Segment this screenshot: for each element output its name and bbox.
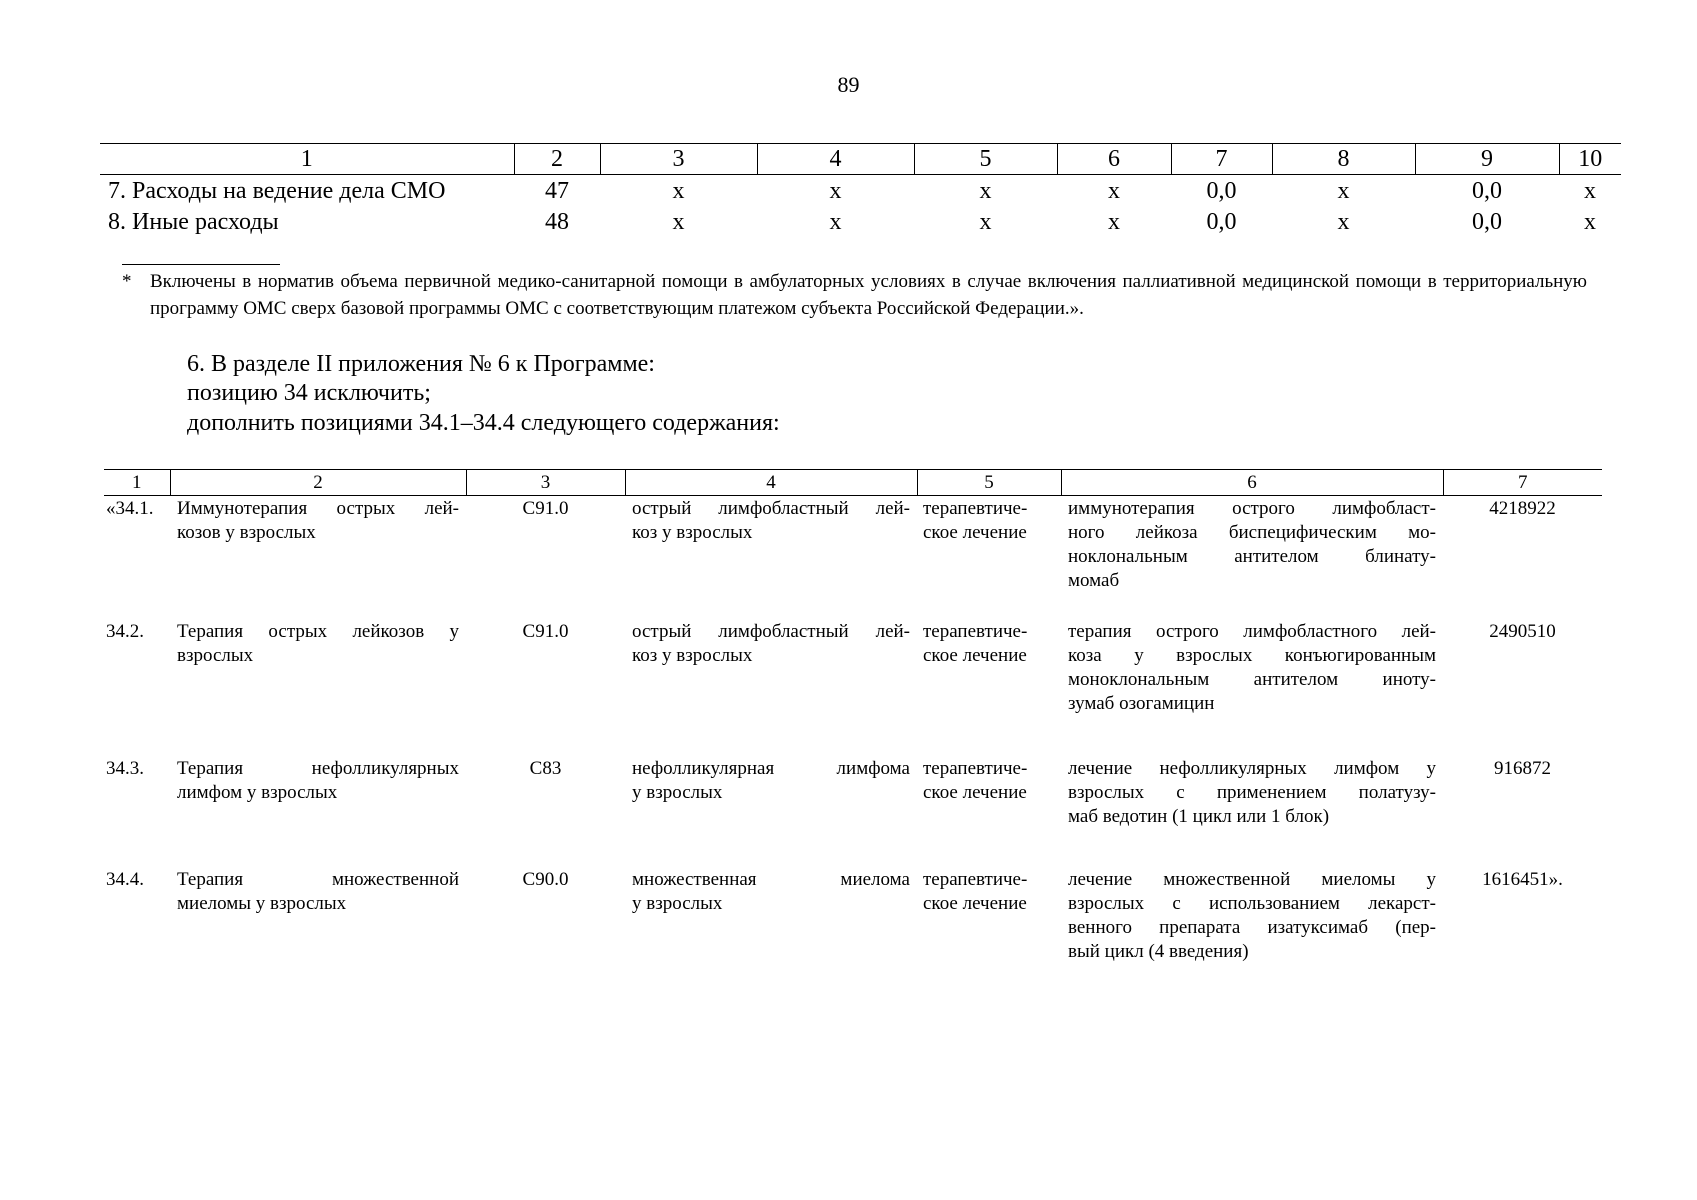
icd-code: C91.0 — [522, 621, 569, 642]
care-name: Терапия нефолликулярных лимфом у взрослых — [177, 758, 459, 803]
cell: х — [672, 177, 685, 204]
care-name: Терапия острых лейкозов у взрослых — [177, 621, 459, 666]
paragraph: дополнить позициями 34.1–34.4 следующего содержания: — [187, 410, 780, 436]
position-number: «34.1. — [106, 498, 154, 519]
cell: 0,0 — [1472, 208, 1502, 235]
treatment-type: терапевтиче- ское лечение — [923, 758, 1028, 803]
icd-code: C83 — [529, 758, 562, 779]
patient-model: нефолликулярная лимфома у взрослых — [632, 758, 910, 803]
table-row — [104, 496, 1602, 620]
cell: х — [672, 208, 685, 235]
column-header: 10 — [1559, 144, 1621, 175]
row-code: 47 — [545, 177, 569, 204]
column-header: 1 — [100, 144, 514, 175]
cell: х — [1337, 208, 1350, 235]
treatment-type: терапевтиче- ское лечение — [923, 498, 1028, 543]
table-row — [104, 756, 1602, 867]
financial-norm: 916872 — [1494, 758, 1551, 779]
medical-care-table — [104, 469, 1602, 978]
cell: х — [979, 208, 992, 235]
table-row — [104, 867, 1602, 978]
column-header: 6 — [1061, 470, 1443, 496]
cell: х — [829, 208, 842, 235]
icd-code: C90.0 — [522, 869, 569, 890]
column-header: 7 — [1171, 144, 1272, 175]
column-header: 3 — [600, 144, 757, 175]
paragraph: 6. В разделе II приложения № 6 к Программе: — [187, 351, 655, 377]
footnote-text: Включены в норматив объема первичной медико-санитарной помощи в амбулаторных условиях в случае включения паллиативной медицинской помощи в территориальную программу ОМС сверх базовой программы ОМС с соответствующим платежом субъекта Российской Федерации.». — [150, 271, 1587, 319]
icd-code: C91.0 — [522, 498, 569, 519]
cell: х — [1584, 208, 1596, 235]
page-number: 89 — [837, 72, 860, 97]
footnote-mark: * — [122, 271, 132, 292]
expenses-table — [100, 143, 1621, 237]
financial-norm: 2490510 — [1489, 621, 1556, 642]
row-label: 7. Расходы на ведение дела СМО — [108, 177, 446, 204]
patient-model: множественная миелома у взрослых — [632, 869, 910, 914]
patient-model: острый лимфобластный лей- коз у взрослых — [632, 621, 910, 666]
column-header: 4 — [625, 470, 917, 496]
cell: 0,0 — [1206, 208, 1237, 235]
column-header: 8 — [1272, 144, 1415, 175]
cell: х — [1108, 208, 1120, 235]
column-header: 3 — [466, 470, 625, 496]
row-label: 8. Иные расходы — [108, 208, 279, 235]
column-header: 9 — [1415, 144, 1559, 175]
treatment-type: терапевтиче- ское лечение — [923, 869, 1028, 914]
cell: х — [1584, 177, 1596, 204]
position-number: 34.4. — [106, 869, 144, 890]
cell: х — [1108, 177, 1120, 204]
treatment-method: лечение множественной миеломы у взрослых с использованием лекарст- венного препарата изатуксимаб (пер- вый цикл (4 введения) — [1068, 869, 1436, 962]
footnote — [122, 268, 1587, 322]
table-row — [100, 175, 1621, 207]
table-header-row — [100, 144, 1621, 175]
cell: х — [1337, 177, 1350, 204]
column-header: 1 — [104, 470, 170, 496]
cell: 0,0 — [1206, 177, 1237, 204]
financial-norm: 4218922 — [1489, 498, 1556, 519]
care-name: Терапия множественной миеломы у взрослых — [177, 869, 459, 914]
treatment-type: терапевтиче- ское лечение — [923, 621, 1028, 666]
position-number: 34.2. — [106, 621, 144, 642]
row-code: 48 — [545, 208, 569, 235]
treatment-method: терапия острого лимфобластного лей- коза у взрослых конъюгированным моноклональным антителом иноту- зумаб озогамицин — [1068, 621, 1436, 714]
table-header-row — [104, 470, 1602, 496]
table-row — [100, 206, 1621, 237]
paragraph: позицию 34 исключить; — [187, 380, 431, 406]
cell: х — [829, 177, 842, 204]
column-header: 2 — [170, 470, 466, 496]
treatment-method: лечение нефолликулярных лимфом у взрослых с применением полатузу- маб ведотин (1 цикл или 1 блок) — [1068, 758, 1436, 827]
column-header: 7 — [1443, 470, 1602, 496]
financial-norm: 1616451». — [1482, 869, 1563, 890]
care-name: Иммунотерапия острых лей- козов у взрослых — [177, 498, 459, 543]
footnote-separator — [122, 264, 280, 265]
treatment-method: иммунотерапия острого лимфобласт- ного лейкоза биспецифическим мо- ноклональным антителом блинату- момаб — [1068, 498, 1436, 591]
position-number: 34.3. — [106, 758, 144, 779]
column-header: 6 — [1057, 144, 1171, 175]
column-header: 4 — [757, 144, 914, 175]
cell: х — [979, 177, 992, 204]
column-header: 2 — [514, 144, 600, 175]
column-header: 5 — [914, 144, 1057, 175]
patient-model: острый лимфобластный лей- коз у взрослых — [632, 498, 910, 543]
cell: 0,0 — [1472, 177, 1502, 204]
table-row — [104, 619, 1602, 756]
column-header: 5 — [917, 470, 1061, 496]
